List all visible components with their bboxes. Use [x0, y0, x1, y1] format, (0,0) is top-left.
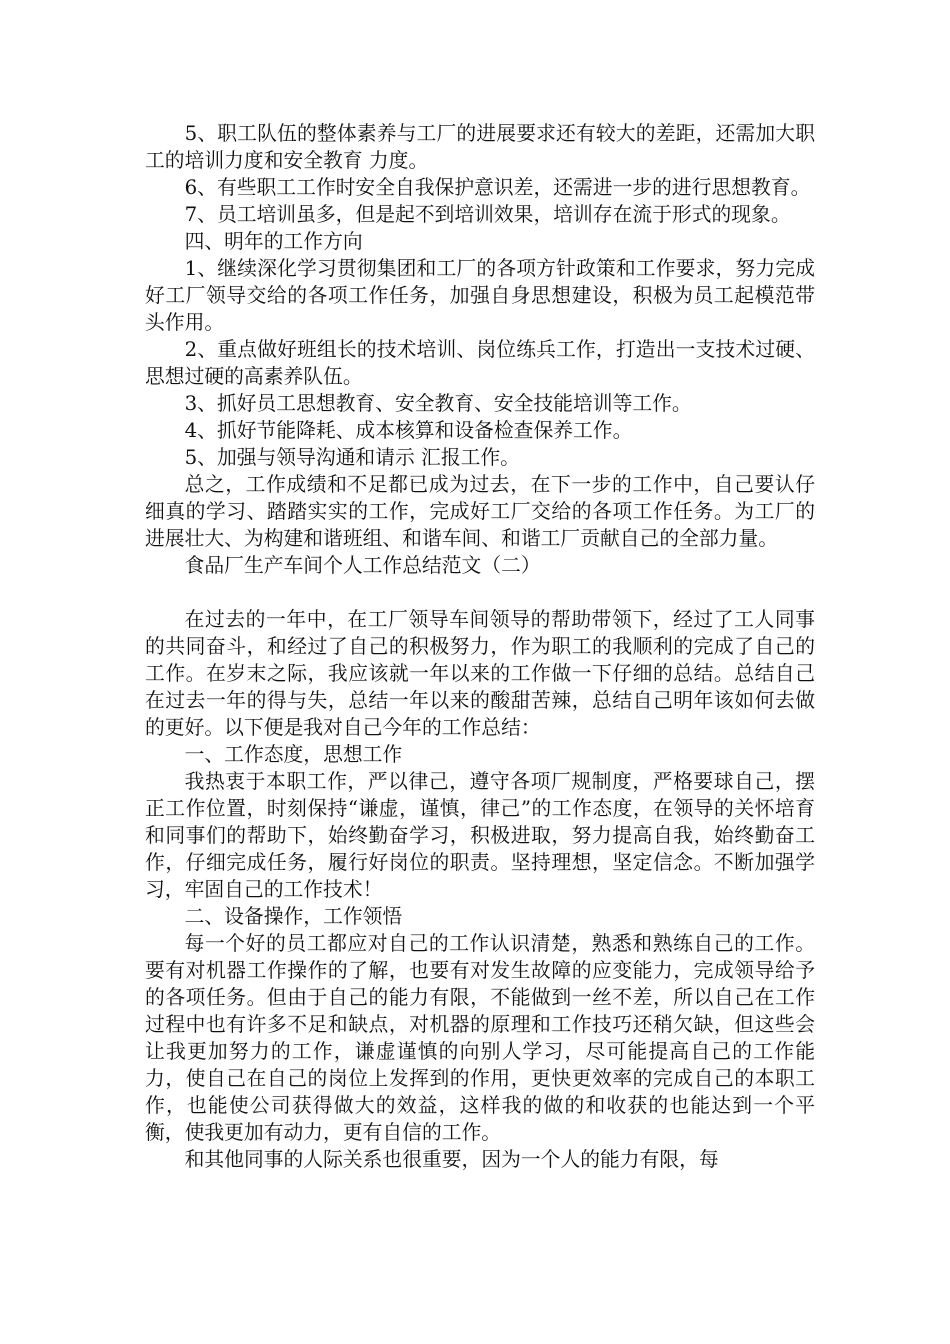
paragraph: 每一个好的员工都应对自己的工作认识清楚，熟悉和熟练自己的工作。要有对机器工作操作的了解，也要有对发生故障的应变能力，完成领导给予的各项任务。但由于自己的能力有限，不能做到一丝不差，所以自己在工作过程中也有许多不足和缺点，对机器的原理和工作技巧还稍欠缺，但这些会让我更加努力的工作，谦虚谨慎的向别人学习，尽可能提高自己的工作能力，使自己在自己的岗位上发挥到的作用，更快更效率的完成自己的本职工作，也能使公司获得做大的效益，这样我的做的和收获的也能达到一个平衡，使我更加有动力，更有自信的工作。: [145, 932, 815, 1144]
paragraph: 5、职工队伍的整体素养与工厂的进展要求还有较大的差距，还需加大职工的培训力度和安全教育 力度。: [145, 122, 815, 172]
paragraph: 1、继续深化学习贯彻集团和工厂的各项方针政策和工作要求，努力完成好工厂领导交给的各项工作任务，加强自身思想建设，积极为员工起模范带头作用。: [145, 257, 815, 334]
section-heading: 二、设备操作，工作领悟: [184, 905, 403, 928]
blank-line: [145, 579, 815, 606]
paragraph: 在过去的一年中，在工厂领导车间领导的帮助带领下，经过了工人同事的共同奋斗，和经过了自己的积极努力，作为职工的我顺利的完成了自己的工作。在岁末之际，我应该就一年以来的工作做一下仔细的总结。总结自己在过去一年的得与失，总结一年以来的酸甜苦辣，总结自己明年该如何去做的更好。以下便是我对自己今年的工作总结：: [145, 608, 815, 739]
document-body: [145, 120, 815, 1173]
paragraph: 总之，工作成绩和不足都已成为过去，在下一步的工作中，自己要认仔细真的学习、踏踏实实的工作，完成好工厂交给的各项工作任务。为工厂的进展壮大、为构建和谐班组、和谐车间、和谐工厂贡献自己的全部力量。: [145, 473, 815, 550]
paragraph: 7、员工培训虽多，但是起不到培训效果，培训存在流于形式的现象。: [184, 203, 791, 226]
paragraph: 6、有些职工工作时安全自我保护意识差，还需进一步的进行思想教育。: [184, 176, 811, 199]
paragraph: 我热衷于本职工作，严以律己，遵守各项厂规制度，严格要球自己，摆正工作位置，时刻保持“谦虚，谨慎，律己”的工作态度，在领导的关怀培育和同事们的帮助下，始终勤奋学习，积极进取，努力提高自我，始终勤奋工作，仔细完成任务，履行好岗位的职责。坚持理想，坚定信念。不断加强学习，牢固自己的工作技术！: [145, 770, 815, 901]
paragraph: 5、加强与领导沟通和请示 汇报工作。: [184, 446, 520, 469]
section-heading: 四、明年的工作方向: [184, 230, 363, 253]
paragraph: 和其他同事的人际关系也很重要，因为一个人的能力有限，每: [184, 1148, 719, 1171]
paragraph: 2、重点做好班组长的技术培训、岗位练兵工作，打造出一支技术过硬、思想过硬的高素养队伍。: [145, 338, 815, 388]
paragraph: 4、抓好节能降耗、成本核算和设备检查保养工作。: [184, 419, 633, 442]
document-subtitle: 食品厂生产车间个人工作总结范文（二）: [184, 554, 541, 577]
section-heading: 一、工作态度，思想工作: [184, 743, 403, 766]
paragraph: 3、抓好员工思想教育、安全教育、安全技能培训等工作。: [184, 392, 692, 415]
